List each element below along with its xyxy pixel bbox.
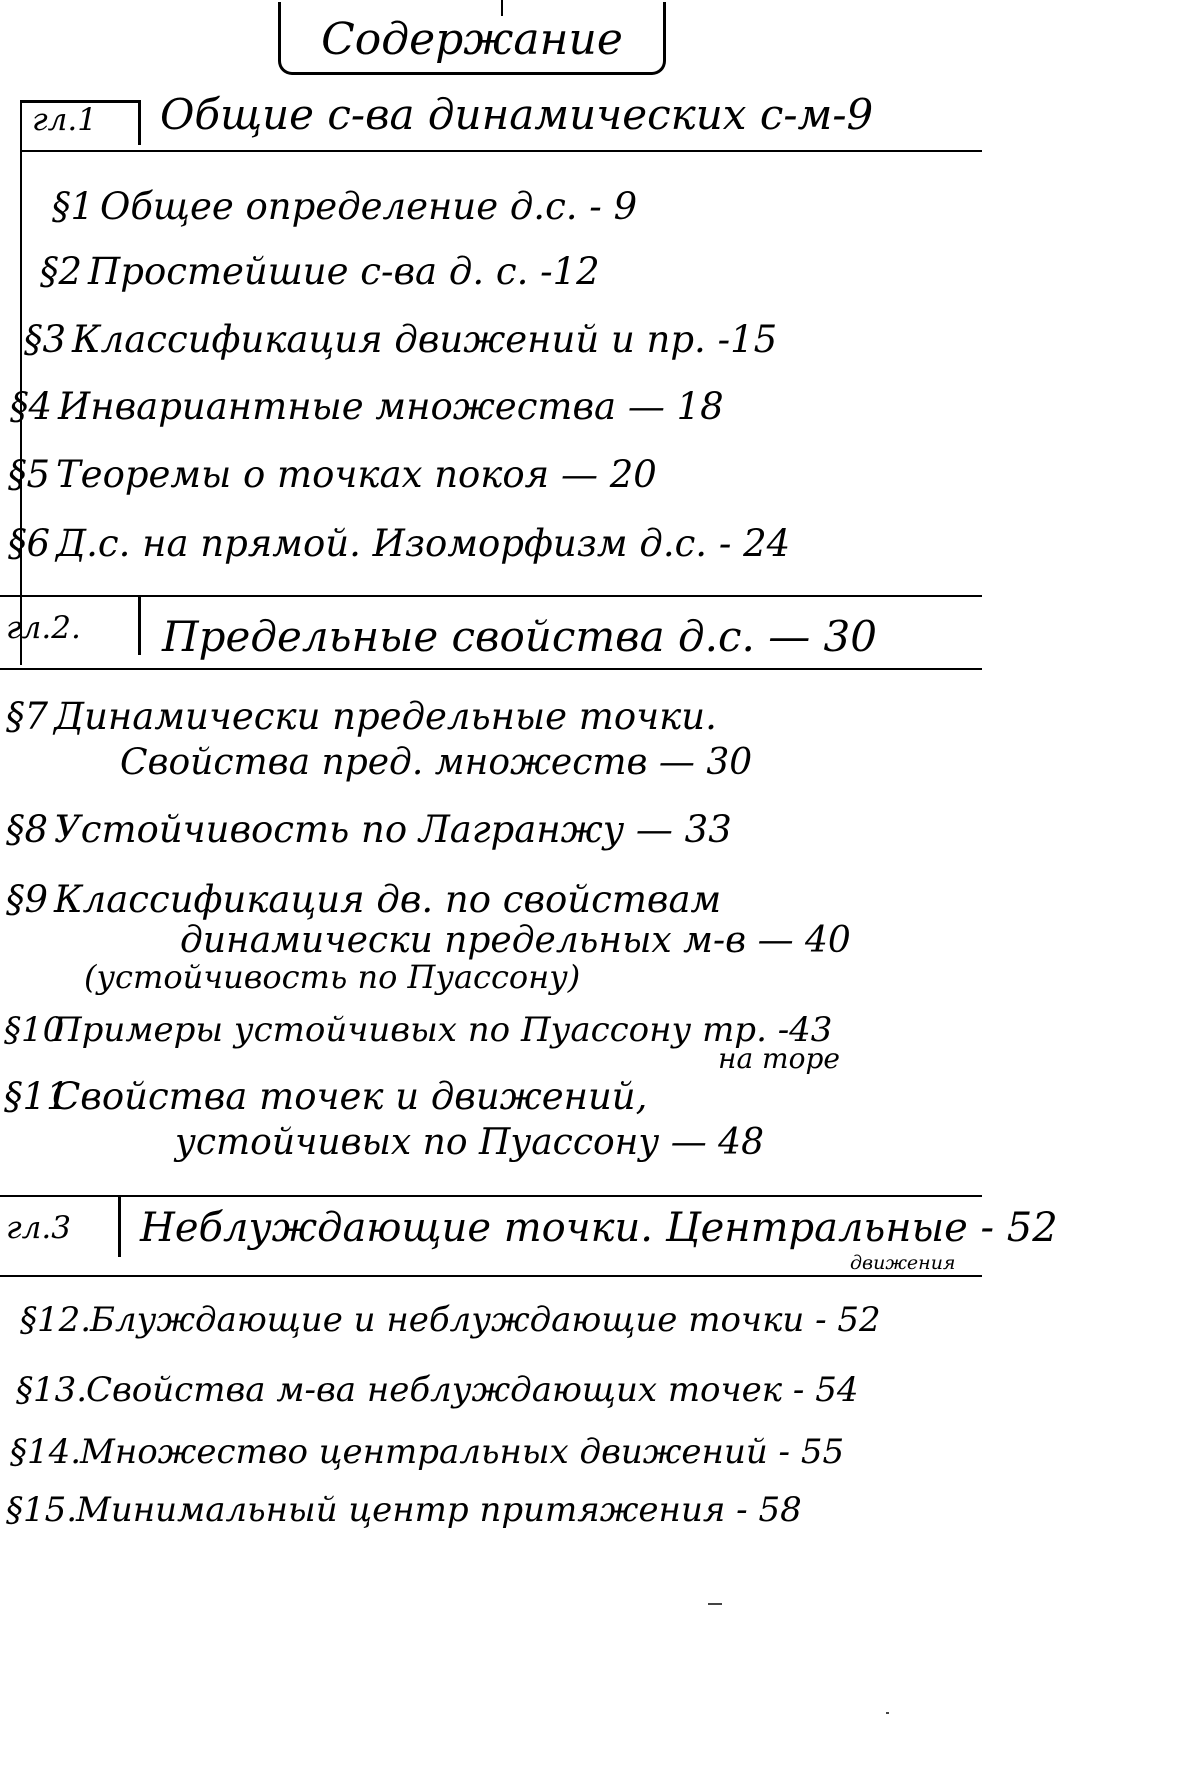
chapter-2-label: гл.2. bbox=[6, 610, 81, 646]
margin-line bbox=[20, 100, 22, 665]
title-box bbox=[278, 2, 666, 75]
section-14: §14.Множество центральных движений - 55 bbox=[10, 1432, 845, 1472]
stray-mark bbox=[708, 1603, 722, 1605]
chapter-1-label: гл.1 bbox=[32, 102, 97, 138]
section-6: §6 Д.с. на прямой. Изоморфизм д.с. - 24 bbox=[8, 522, 791, 565]
chapter-2-title: Предельные свойства д.с. — 30 bbox=[162, 612, 878, 661]
chapter-3-overline bbox=[0, 1195, 982, 1197]
chapter-3-underline bbox=[0, 1275, 982, 1277]
chapter-3-note: движения bbox=[850, 1252, 956, 1274]
chapter-2-overline bbox=[0, 595, 982, 597]
page-title: Содержание bbox=[321, 14, 623, 65]
section-10: §10Примеры устойчивых по Пуассону тр. -43 bbox=[4, 1010, 833, 1050]
section-11-line-2: устойчивых по Пуассону — 48 bbox=[175, 1122, 764, 1163]
chapter-1-underline bbox=[20, 150, 982, 152]
section-9: §9 Классификация дв. по свойствам bbox=[6, 878, 722, 921]
chapter-1-title: Общие с-ва динамических с-м-9 bbox=[160, 90, 874, 139]
section-12: §12.Блуждающие и неблуждающие точки - 52 bbox=[20, 1300, 881, 1340]
section-11-note: на торе bbox=[718, 1042, 840, 1075]
section-5: §5 Теоремы о точках покоя — 20 bbox=[8, 453, 657, 496]
section-4: §4 Инвариантные множества — 18 bbox=[10, 385, 724, 428]
section-1: §1 Общее определение д.с. - 9 bbox=[52, 185, 638, 228]
section-15: §15.Минимальный центр притяжения - 58 bbox=[6, 1490, 802, 1530]
chapter-3-label: гл.3 bbox=[6, 1210, 71, 1246]
stray-dot bbox=[886, 1712, 889, 1714]
section-9-line-3: (устойчивость по Пуассону) bbox=[84, 958, 581, 996]
section-13: §13.Свойства м-ва неблуждающих точек - 54 bbox=[16, 1370, 859, 1410]
chapter-3-title: Неблуждающие точки. Центральные - 52 bbox=[140, 1205, 1058, 1251]
section-11: §11Свойства точек и движений, bbox=[4, 1075, 648, 1118]
section-3: §3 Классификация движений и пр. -15 bbox=[24, 318, 778, 361]
chapter-2-underline bbox=[0, 668, 982, 670]
section-7-line-2: Свойства пред. множеств — 30 bbox=[120, 742, 753, 783]
section-7: §7 Динамически предельные точки. bbox=[6, 695, 717, 738]
section-2: §2 Простейшие с-ва д. с. -12 bbox=[40, 250, 600, 293]
section-8: §8 Устойчивость по Лагранжу — 33 bbox=[6, 808, 732, 851]
section-9-line-2: динамически предельных м-в — 40 bbox=[180, 920, 851, 961]
